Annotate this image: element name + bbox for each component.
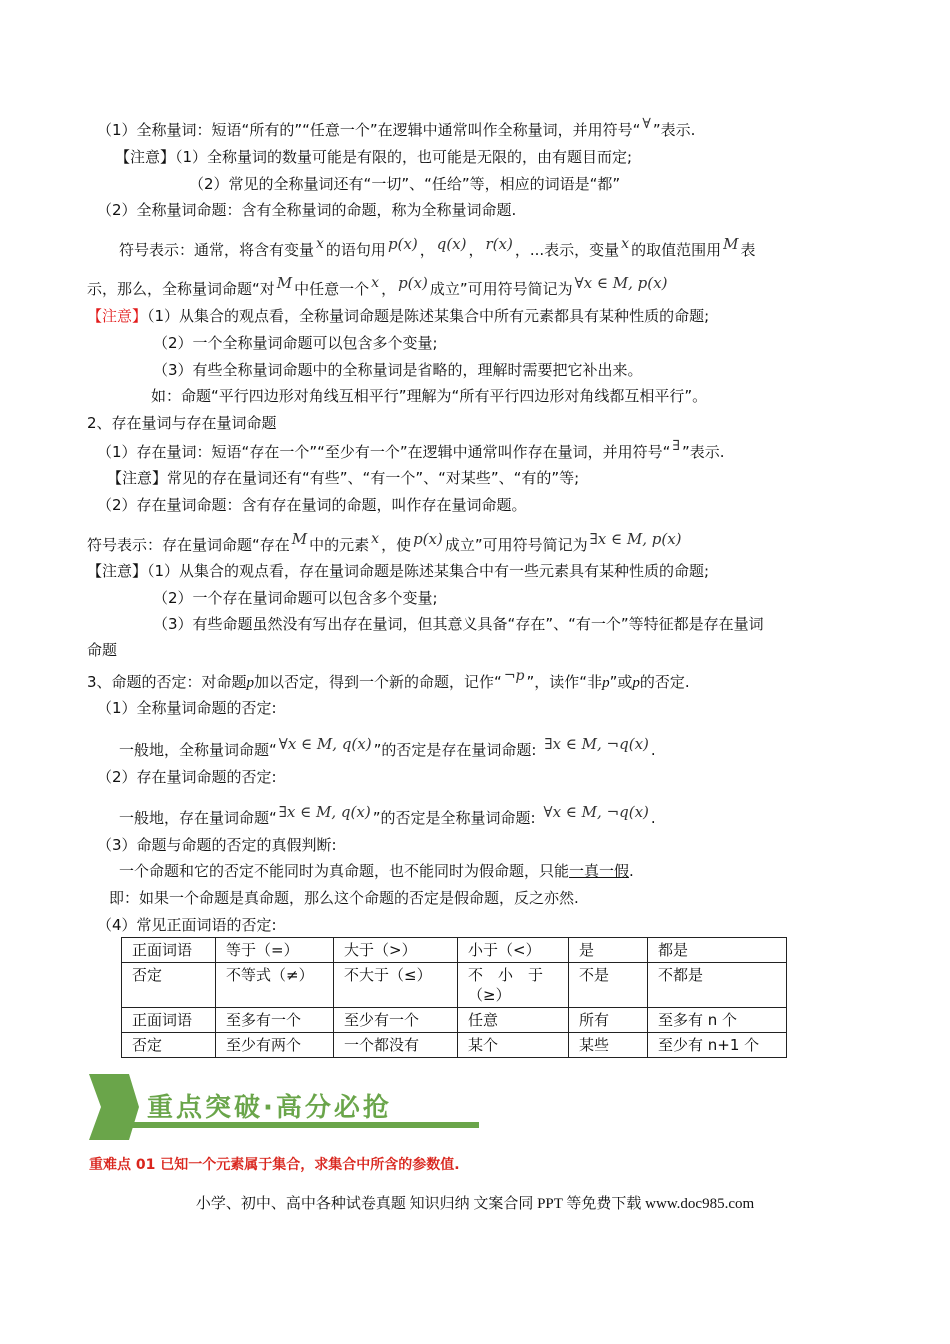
table-row	[122, 1033, 787, 1058]
note-universal: 【注意】（1）从集合的观点看，全称量词命题是陈述某集合中所有元素都具有某种性质的命题;	[87, 307, 710, 325]
exists-symbol: ∃	[672, 438, 681, 454]
table-cell: 不等式（≠）	[216, 963, 334, 1008]
table-cell: 小于（<）	[458, 938, 569, 963]
formula-exists-p: ∃x ∈ M, p(x)	[589, 530, 682, 548]
banner-chevron-icon	[89, 1074, 139, 1140]
table-cell: 否定	[122, 1033, 216, 1058]
note-universal-2: （2）一个全称量词命题可以包含多个变量;	[153, 334, 438, 352]
note-universal-3: （3）有些全称量词命题中的全称量词是省略的，理解时需要把它补出来。	[153, 361, 643, 379]
section-banner	[89, 1074, 479, 1140]
table-cell: 至多有 n 个	[648, 1008, 787, 1033]
existential-proposition-def: （2）存在量词命题：含有存在量词的命题，叫作存在量词命题。	[97, 496, 527, 514]
note-label-red: 【注意】	[87, 307, 148, 325]
formula-forall-p: ∀x ∈ M, p(x)	[574, 274, 668, 292]
table-cell: 某些	[569, 1033, 648, 1058]
table-cell: 不都是	[648, 963, 787, 1008]
difficulty-heading: 重难点 01 已知一个元素属于集合，求集合中所含的参数值.	[89, 1157, 460, 1173]
existential-note-1: 【注意】（1）从集合的观点看，存在量词命题是陈述某集合中有一些元素具有某种性质的命题;	[87, 562, 710, 580]
table-row	[122, 938, 787, 963]
table-cell: 正面词语	[122, 938, 216, 963]
negation-existential-heading: （2）存在量词命题的否定:	[97, 768, 277, 786]
table-cell: 等于（=）	[216, 938, 334, 963]
table-cell: 是	[569, 938, 648, 963]
table-cell: 不 小 于（≥）	[458, 963, 569, 1008]
table-cell: 一个都没有	[334, 1033, 458, 1058]
negation-definition: 3、命题的否定：对命题p加以否定，得到一个新的命题，记作“ ¬p ”，读作“非p”或p的否定.	[87, 668, 690, 691]
table-cell: 至少有 n+1 个	[648, 1033, 787, 1058]
note-line-2: （2）常见的全称量词还有“一切”、“任给”等，相应的词语是“都”	[189, 175, 621, 193]
existential-note-2: （2）一个存在量词命题可以包含多个变量;	[153, 589, 438, 607]
not-p-symbol: ¬p	[503, 668, 525, 684]
table-cell: 正面词语	[122, 1008, 216, 1033]
forall-symbol: ∀	[642, 116, 651, 132]
table-row	[122, 1008, 787, 1033]
table-cell: 不是	[569, 963, 648, 1008]
negation-table	[121, 937, 787, 1058]
existential-definition-line: （1）存在量词：短语“存在一个”“至少有一个”在逻辑中通常叫作存在量词，并用符号“ ∃ ”表示.	[97, 438, 725, 461]
table-cell: 都是	[648, 938, 787, 963]
truth-judgement-heading: （3）命题与命题的否定的真假判断:	[97, 836, 337, 854]
common-negations-heading: （4）常见正面词语的否定:	[97, 916, 277, 934]
table-cell: 某个	[458, 1033, 569, 1058]
existential-note-3-cont: 命题	[87, 641, 118, 659]
table-cell: 任意	[458, 1008, 569, 1033]
existential-symbol-line: 符号表示：存在量词命题“存在 M 中的元素 x ，使 p(x) 成立”可用符号简记为 ∃x ∈ M, p(x)	[87, 530, 682, 554]
section-2-heading: 2、存在量词与存在量词命题	[87, 414, 277, 432]
table-cell: 不大于（≤）	[334, 963, 458, 1008]
negation-existential-line: 一般地，存在量词命题“ ∃x ∈ M, q(x) ”的否定是全称量词命题: ∀x ∈ M, ¬q(x) .	[119, 803, 656, 827]
table-cell: 否定	[122, 963, 216, 1008]
universal-proposition-def: （2）全称量词命题：含有全称量词的命题，称为全称量词命题.	[97, 201, 517, 219]
table-cell: 所有	[569, 1008, 648, 1033]
table-row	[122, 963, 787, 1008]
table-cell: 至多有一个	[216, 1008, 334, 1033]
banner-title: 重点突破·高分必抢	[147, 1093, 392, 1123]
existential-note-3: （3）有些命题虽然没有写出存在量词，但其意义具备“存在”、“有一个”等特征都是存在量词	[153, 615, 764, 633]
symbol-representation-line-2: 示，那么，全称量词命题“对 M 中任意一个 x ， p(x) 成立”可用符号简记为 ∀x ∈ M, p(x)	[87, 274, 668, 298]
negation-universal-heading: （1）全称量词命题的否定:	[97, 699, 277, 717]
table-cell: 至少有两个	[216, 1033, 334, 1058]
table-cell: 大于（>）	[334, 938, 458, 963]
note-line-1: 【注意】（1）全称量词的数量可能是有限的，也可能是无限的，由有题目而定;	[115, 148, 633, 166]
negation-universal-line: 一般地，全称量词命题“ ∀x ∈ M, q(x) ”的否定是存在量词命题: ∃x ∈ M, ¬q(x) .	[119, 735, 656, 759]
truth-judgement-line-2: 即：如果一个命题是真命题，那么这个命题的否定是假命题，反之亦然.	[109, 889, 579, 907]
footer-text: 小学、初中、高中各种试卷真题 知识归纳 文案合同 PPT 等免费下载 www.doc985.com	[195, 1196, 755, 1212]
table-cell: 至少有一个	[334, 1008, 458, 1033]
symbol-representation-line: 符号表示：通常，将含有变量 x 的语句用 p(x) ， q(x) ， r(x) ，...表示，变量 x 的取值范围用 M 表	[119, 235, 756, 259]
quantifier-definition-line: （1）全称量词：短语“所有的”“任意一个”在逻辑中通常叫作全称量词，并用符号“ ∀ ”表示.	[97, 116, 696, 139]
example-line: 如：命题“平行四边形对角线互相平行”理解为“所有平行四边形对角线都互相平行”。	[151, 387, 708, 405]
existential-note: 【注意】常见的存在量词还有“有些”、“有一个”、“对某些”、“有的”等;	[107, 469, 580, 487]
truth-judgement-line: 一个命题和它的否定不能同时为真命题，也不能同时为假命题，只能一真一假.	[119, 862, 634, 880]
